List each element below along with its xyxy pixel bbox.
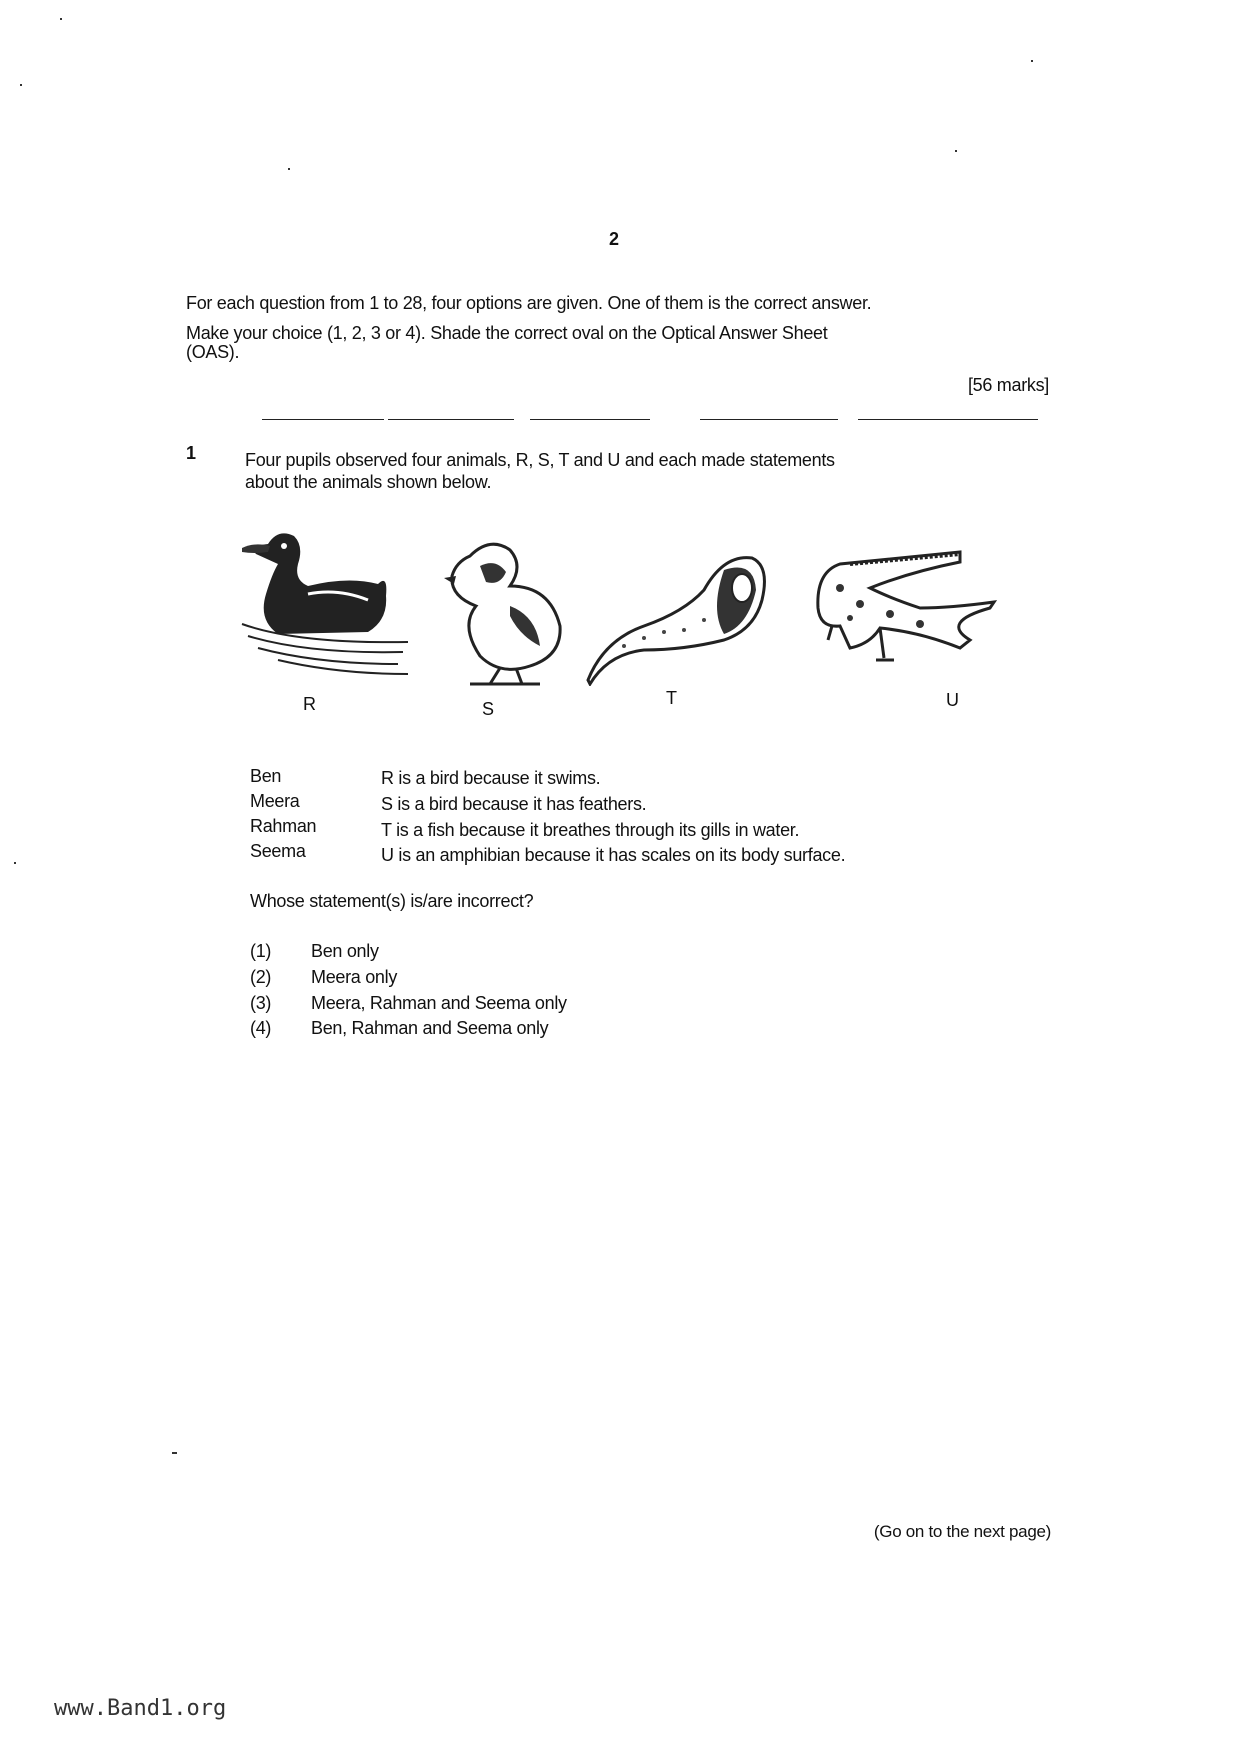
instructions-line-3: (OAS). (186, 342, 240, 362)
tadpole-icon (584, 550, 774, 686)
animal-label-u: U (946, 690, 959, 710)
scan-speck (288, 168, 290, 170)
instructions-line-1: For each question from 1 to 28, four options are given. One of them is the correct answer. (186, 293, 872, 313)
watermark: www.Band1.org (54, 1696, 227, 1721)
divider-line (700, 419, 838, 420)
option-number: (4) (250, 1018, 272, 1038)
option-number: (3) (250, 993, 272, 1013)
animal-label-s: S (482, 699, 495, 719)
question-stem-line-2: about the animals shown below. (245, 472, 492, 492)
scan-speck (172, 1452, 177, 1454)
option-text: Meera only (311, 967, 398, 987)
scan-speck (20, 84, 22, 86)
option-text: Ben, Rahman and Seema only (311, 1018, 549, 1038)
chick-icon (440, 536, 570, 686)
question-prompt: Whose statement(s) is/are incorrect? (250, 891, 534, 911)
option-number: (1) (250, 941, 272, 961)
scan-speck (60, 18, 62, 20)
scan-speck (14, 862, 16, 864)
pupil-statement: R is a bird because it swims. (381, 768, 601, 788)
option-text: Meera, Rahman and Seema only (311, 993, 567, 1013)
question-number: 1 (186, 443, 196, 463)
pupil-name: Seema (250, 841, 306, 861)
divider-line (858, 419, 1038, 420)
instructions-line-2: Make your choice (1, 2, 3 or 4). Shade the correct oval on the Optical Answer Sheet (186, 323, 828, 343)
page-number: 2 (609, 229, 619, 249)
divider-line (388, 419, 514, 420)
pupil-statement: S is a bird because it has feathers. (381, 794, 647, 814)
scan-speck (955, 150, 957, 152)
crocodile-icon (810, 548, 1000, 672)
question-stem-line-1: Four pupils observed four animals, R, S, T and U and each made statements (245, 450, 835, 470)
total-marks: [56 marks] (967, 375, 1049, 395)
pupil-statement: U is an amphibian because it has scales on its body surface. (381, 845, 846, 865)
option-number: (2) (250, 967, 272, 987)
pupil-name: Rahman (250, 816, 317, 836)
scan-speck (1031, 60, 1033, 62)
divider-line (530, 419, 650, 420)
pupil-statement: T is a fish because it breathes through its gills in water. (381, 820, 800, 840)
pupil-name: Meera (250, 791, 300, 811)
next-page-note: (Go on to the next page) (873, 1522, 1051, 1541)
animal-label-r: R (303, 694, 316, 714)
divider-line (262, 419, 384, 420)
duck-icon (238, 524, 410, 684)
pupil-name: Ben (250, 766, 282, 786)
animal-label-t: T (666, 688, 677, 708)
option-text: Ben only (311, 941, 379, 961)
